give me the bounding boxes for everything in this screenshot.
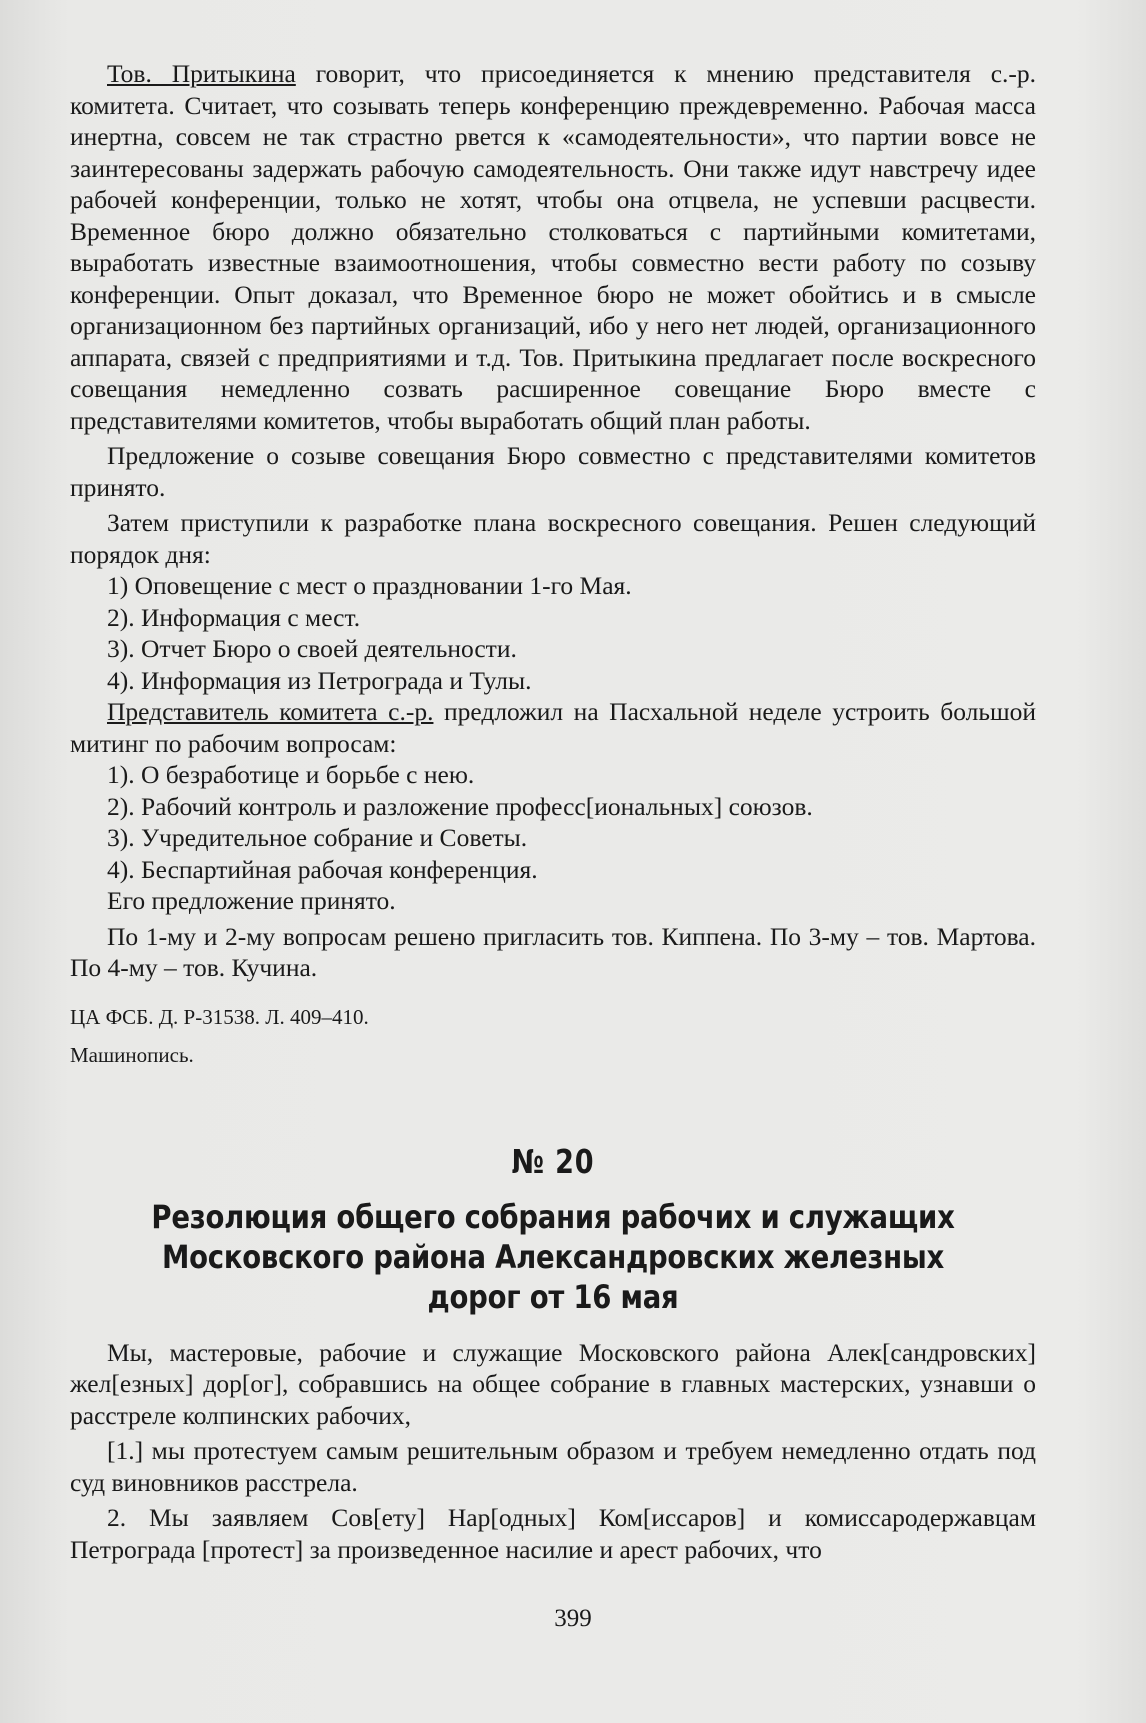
paragraph-resolution-intro: Мы, мастеровые, рабочие и служащие Московского района Алек[сандровских] жел[езных] дор[ог], собравшись на общее собрание в главных мастерских, узнавши о расстреле колпинских рабочих, <box>70 1337 1036 1430</box>
archive-type: Машинопись. <box>70 1042 194 1067</box>
agenda-list <box>70 570 1036 696</box>
agenda-item: 3). Отчет Бюро о своей деятельности. <box>107 634 517 663</box>
meeting-item: 3). Учредительное собрание и Советы. <box>107 823 528 852</box>
paragraph-text: предложил на Пасхальной неделе устроить большой митинг по рабочим вопросам: <box>70 697 1036 758</box>
paragraph-proposal <box>70 696 1036 759</box>
meeting-item: 4). Беспартийная рабочая конференция. <box>107 854 538 884</box>
meeting-item: 2). Рабочий контроль и разложение професс[иональных] союзов. <box>107 791 813 821</box>
paragraph-resolution-2: 2. Мы заявляем Сов[ету] Нар[одных] Ком[иссаров] и комиссародержавцам Петрограда [протест] за произведенное насилие и арест рабочих, что <box>70 1503 1036 1564</box>
paragraph-pritykina <box>70 58 1036 436</box>
paragraph-text: говорит, что присоединяется к мнению представителя с.-р. комитета. Считает, что созывать теперь конференцию преждевременно. Рабочая масса инертна, совсем не так страстно рвется к «самодеятельности», что партии вовсе не заинтересованы задержать рабочую самодеятельность. Они также идут навстречу идее рабочей конференции, только не хотят, чтобы она отцвела, не успевши расцвести. Временное бюро должно обязательно столковаться с партийными комитетами, выработать известные взаимоотношения, чтобы совместно вести работу по созыву конференции. Опыт доказал, что Временное бюро не может обойтись и в смысле организационном без партийных организаций, ибо у него нет людей, организационного аппарата, связей с предприятиями и т.д. Тов. Притыкина предлагает после воскресного совещания немедленно созвать расширенное совещание Бюро вместе с представителями комитетов, чтобы выработать общий план работы. <box>70 59 1037 435</box>
archive-source: ЦА ФСБ. Д. Р-31538. Л. 409–410. <box>70 1004 369 1029</box>
page-number: 399 <box>554 1605 592 1632</box>
accepted-note: Его предложение принято. <box>107 886 396 915</box>
paragraph-agenda-intro: Затем приступили к разработке плана воскресного совещания. Решен следующий порядок дня: <box>70 508 1036 569</box>
agenda-item: 1) Оповещение с мест о праздновании 1-го Мая. <box>107 571 632 600</box>
agenda-item: 4). Информация из Петрограда и Тулы. <box>107 665 532 695</box>
paragraph-decision: Предложение о созыве совещания Бюро совместно с представителями комитетов принято. <box>70 441 1036 502</box>
speaker-name: Представитель комитета с.-р. <box>107 697 434 726</box>
speaker-name: Тов. Притыкина <box>107 59 296 88</box>
meeting-item: 1). О безработице и борьбе с нею. <box>107 760 475 789</box>
document-title: Резолюция общего собрания рабочих и служащих Московского района Александровских железных дорог от 16 мая <box>151 1197 955 1316</box>
agenda-item: 2). Информация с мест. <box>107 602 361 632</box>
document-number: № 20 <box>511 1141 595 1181</box>
meeting-items-list <box>70 759 1036 917</box>
paragraph-resolution-1: [1.] мы протестуем самым решительным образом и требуем немедленно отдать под суд виновников расстрела. <box>70 1436 1036 1497</box>
paragraph-invite: По 1-му и 2-му вопросам решено пригласить тов. Киппена. По 3-му – тов. Мартова. По 4-му – тов. Кучина. <box>70 921 1036 982</box>
